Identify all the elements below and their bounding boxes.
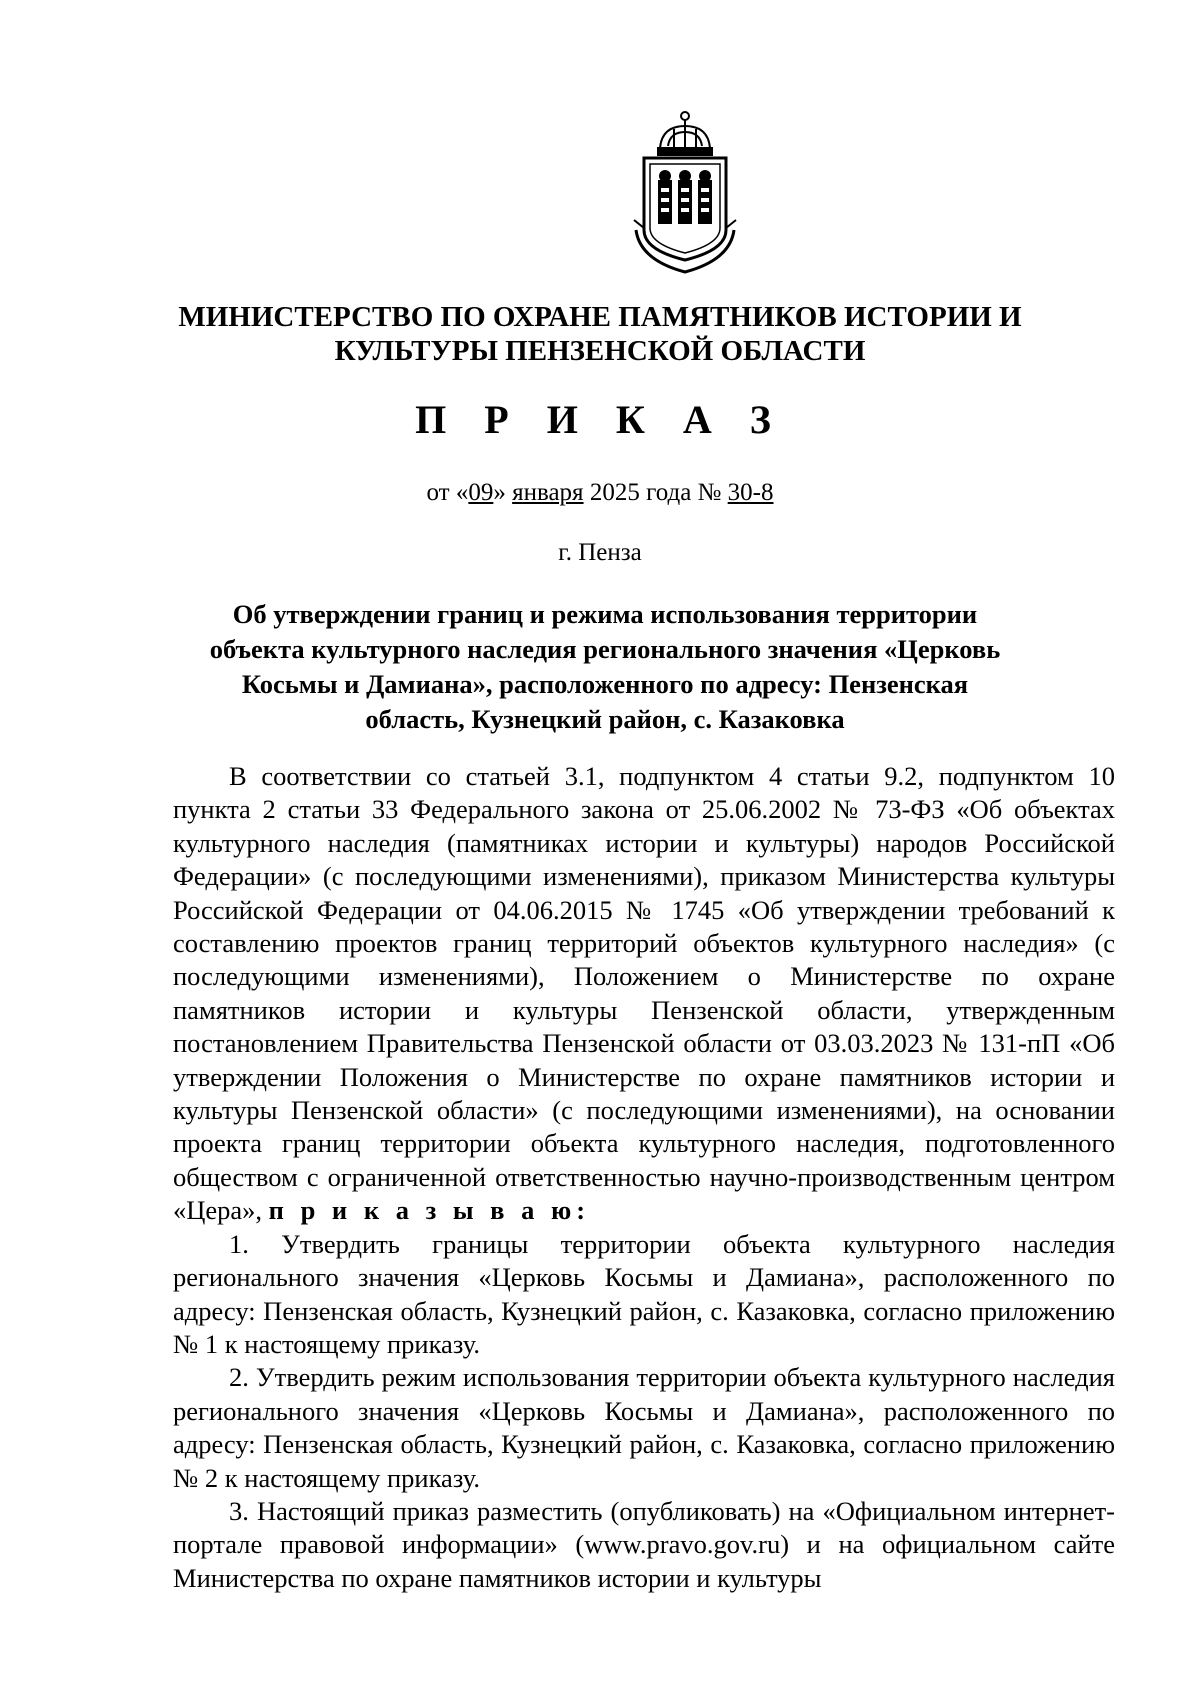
- date-day: 09: [468, 479, 494, 506]
- order-item-1: 1. Утвердить границы территории объекта культурного наследия регионального значения «Церковь Косьмы и Дамиана», расположенного по адресу: Пензенская область, Кузнецкий район, с. Казаковка, согласно приложению № 1 к настоящему приказу.: [173, 1228, 1115, 1359]
- order-date-line: [150, 478, 1050, 508]
- city-line: г. Пенза: [558, 539, 642, 566]
- order-item-2: 2. Утвердить режим использования территории объекта культурного наследия регионального значения «Церковь Косьмы и Дамиана», расположенного по адресу: Пензенская область, Кузнецкий район, с. Казаковка, согласно приложению № 2 к настоящему приказу.: [173, 1362, 1115, 1493]
- document-body: [173, 760, 1115, 1595]
- date-month: января: [512, 479, 584, 506]
- coat-of-arms-icon: [630, 110, 740, 275]
- document-type-title: П Р И К А З: [415, 397, 785, 442]
- date-prefix: от «: [426, 479, 469, 506]
- date-year: 2025 года №: [583, 479, 728, 506]
- preamble-paragraph: [173, 760, 1115, 1228]
- document-subject: Об утверждении границ и режима использования территории объекта культурного наследия регионального значения «Церковь Косьмы и Дамиана», расположенного по адресу: Пензенская область, Кузнецкий район, с. Казаковка: [209, 599, 1001, 734]
- ministry-name: МИНИСТЕРСТВО ПО ОХРАНЕ ПАМЯТНИКОВ ИСТОРИИ И КУЛЬТУРЫ ПЕНЗЕНСКОЙ ОБЛАСТИ: [178, 301, 1022, 367]
- order-item-3: 3. Настоящий приказ разместить (опубликовать) на «Официальном интернет-портале правовой информации» (www.pravo.gov.ru) и на официальном сайте Министерства по охране памятников истории и культуры: [173, 1495, 1115, 1593]
- order-word: п р и к а з ы в а ю:: [268, 1195, 591, 1226]
- date-mid: »: [493, 479, 513, 506]
- document-number: 30-8: [727, 479, 774, 506]
- preamble-text: В соответствии со статьей 3.1, подпунктом 4 статьи 9.2, подпунктом 10 пункта 2 статьи 33 Федерального закона от 25.06.2002 № 73-ФЗ «Об объектах культурного наследия (памятниках истории и культуры) народов Российской Федерации» (с последующими изменениями), приказом Министерства культуры Российской Федерации от 04.06.2015 № 1745 «Об утверждении требований к составлению проектов границ территорий объектов культурного наследия» (с последующими изменениями), Положением о Министерстве по охране памятников истории и культуры Пензенской области, утвержденным постановлением Правительства Пензенской области от 03.03.2023 № 131-пП «Об утверждении Положения о Министерстве по охране памятников истории и культуры Пензенской области» (с последующими изменениями), на основании проекта границ территории объекта культурного наследия, подготовленного обществом с ограниченной ответственностью научно-производственным центром «Цера»,: [173, 761, 1115, 1226]
